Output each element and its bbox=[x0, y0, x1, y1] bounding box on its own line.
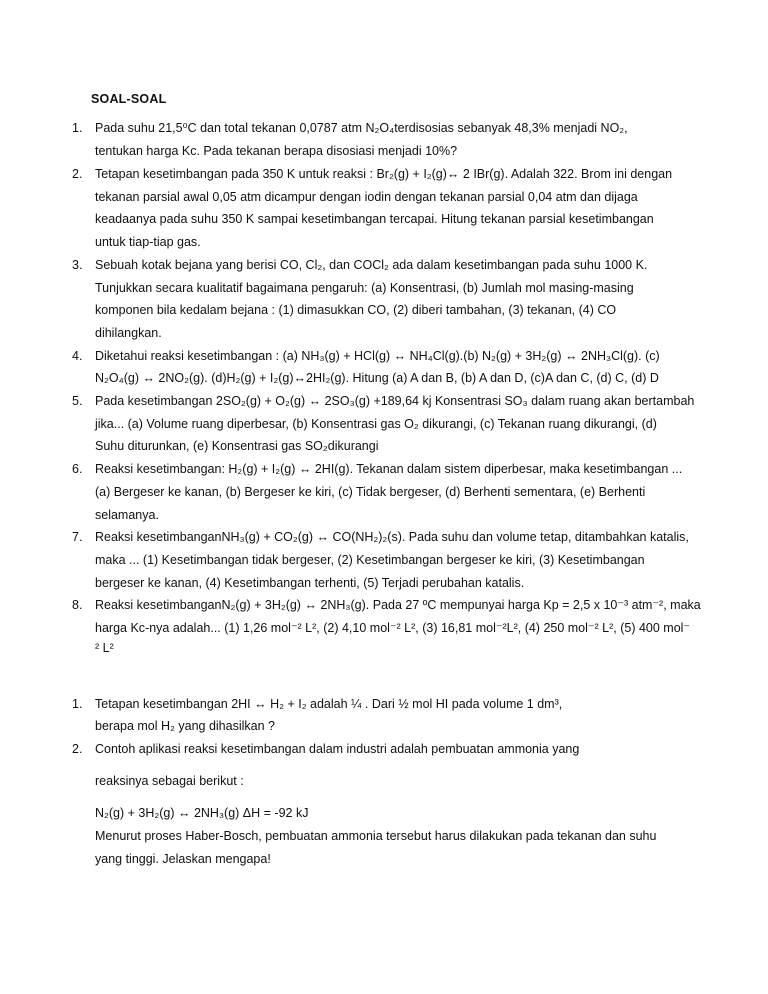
question-line: Diketahui reaksi kesetimbangan : (a) NH₃(g) + HCl(g) ↔ NH₄Cl(g).(b) N₂(g) + 3H₂(g) ↔ 2NH₃Cl(g). (c) bbox=[95, 349, 660, 363]
question-line: Suhu diturunkan, (e) Konsentrasi gas SO₂dikurangi bbox=[95, 439, 379, 453]
question-line: Contoh aplikasi reaksi kesetimbangan dalam industri adalah pembuatan ammonia yang bbox=[95, 742, 580, 756]
page-heading: SOAL-SOAL bbox=[91, 92, 167, 106]
question-line: Pada suhu 21,5⁰C dan total tekanan 0,0787 atm N₂O₄terdisosias sebanyak 48,3% menjadi NO₂, bbox=[95, 121, 628, 135]
question-number: 3. bbox=[72, 258, 83, 272]
reaction-equation: N₂(g) + 3H₂(g) ↔ 2NH₃(g) ΔH = -92 kJ bbox=[95, 806, 309, 820]
question-line: Tunjukkan secara kualitatif bagaimana pengaruh: (a) Konsentrasi, (b) Jumlah mol masing-masing bbox=[95, 281, 634, 295]
question-number: 8. bbox=[72, 598, 83, 612]
question-line: Pada kesetimbangan 2SO₂(g) + O₂(g) ↔ 2SO₃(g) +189,64 kj Konsentrasi SO₃ dalam ruang akan bertambah bbox=[95, 394, 695, 408]
question-line: N₂O₄(g) ↔ 2NO₂(g). (d)H₂(g) + I₂(g)↔2HI₂(g). Hitung (a) A dan B, (b) A dan D, (c)A dan C, (d) C, (d) D bbox=[95, 371, 659, 385]
explanation-line: yang tinggi. Jelaskan mengapa! bbox=[95, 852, 271, 866]
question-line: berapa mol H₂ yang dihasilkan ? bbox=[95, 719, 275, 733]
question-line: (a) Bergeser ke kanan, (b) Bergeser ke kiri, (c) Tidak bergeser, (d) Berhenti sementara, (e) Berhenti bbox=[95, 485, 646, 499]
question-number: 6. bbox=[72, 462, 83, 476]
question-line: harga Kc-nya adalah... (1) 1,26 mol⁻² L², (2) 4,10 mol⁻² L², (3) 16,81 mol⁻²L², (4) 250 mol⁻² L², (5) 400 mol⁻ bbox=[95, 621, 691, 635]
question-line: untuk tiap-tiap gas. bbox=[95, 235, 201, 249]
reaction-intro: reaksinya sebagai berikut : bbox=[95, 774, 244, 788]
question-line: komponen bila kedalam bejana : (1) dimasukkan CO, (2) diberi tambahan, (3) tekanan, (4) CO bbox=[95, 303, 617, 317]
question-line: Reaksi kesetimbanganN₂(g) + 3H₂(g) ↔ 2NH₃(g). Pada 27 ºC mempunyai harga Kp = 2,5 x 10⁻³ atm⁻², maka bbox=[95, 598, 701, 612]
question-number: 1. bbox=[72, 121, 83, 135]
question-number: 4. bbox=[72, 349, 83, 363]
explanation-line: Menurut proses Haber-Bosch, pembuatan ammonia tersebut harus dilakukan pada tekanan dan suhu bbox=[95, 829, 657, 843]
question-line: dihilangkan. bbox=[95, 326, 162, 340]
question-number: 7. bbox=[72, 530, 83, 544]
question-line: Tetapan kesetimbangan 2HI ↔ H₂ + I₂ adalah ¼ . Dari ½ mol HI pada volume 1 dm³, bbox=[95, 697, 563, 711]
question-number: 2. bbox=[72, 167, 83, 181]
question-line: tentukan harga Kᴄ. Pada tekanan berapa disosiasi menjadi 10%? bbox=[95, 144, 458, 158]
question-line: ² L² bbox=[95, 641, 114, 655]
question-number: 2. bbox=[72, 742, 83, 756]
question-line: maka ... (1) Kesetimbangan tidak bergeser, (2) Kesetimbangan bergeser ke kiri, (3) Kesetimbangan bbox=[95, 553, 645, 567]
question-line: selamanya. bbox=[95, 508, 159, 522]
question-line: keadaanya pada suhu 350 K sampai kesetimbangan tercapai. Hitung tekanan parsial kesetimbangan bbox=[95, 212, 654, 226]
question-line: jika... (a) Volume ruang diperbesar, (b) Konsentrasi gas O₂ dikurangi, (c) Tekanan ruang dikurangi, (d) bbox=[95, 417, 657, 431]
question-line: tekanan parsial awal 0,05 atm dicampur dengan iodin dengan tekanan parsial 0,04 atm dan dijaga bbox=[95, 190, 638, 204]
question-number: 1. bbox=[72, 697, 83, 711]
question-line: Reaksi kesetimbanganNH₃(g) + CO₂(g) ↔ CO(NH₂)₂(s). Pada suhu dan volume tetap, ditambahkan katalis, bbox=[95, 530, 689, 544]
question-line: Sebuah kotak bejana yang berisi CO, Cl₂, dan COCl₂ ada dalam kesetimbangan pada suhu 1000 K. bbox=[95, 258, 648, 272]
question-line: Tetapan kesetimbangan pada 350 K untuk reaksi : Br₂(g) + I₂(g)↔ 2 IBr(g). Adalah 322. Brom ini dengan bbox=[95, 167, 673, 181]
question-line: Reaksi kesetimbangan: H₂(g) + I₂(g) ↔ 2HI(g). Tekanan dalam sistem diperbesar, maka kesetimbangan ... bbox=[95, 462, 683, 476]
question-number: 5. bbox=[72, 394, 83, 408]
question-line: bergeser ke kanan, (4) Kesetimbangan terhenti, (5) Terjadi perubahan katalis. bbox=[95, 576, 525, 590]
